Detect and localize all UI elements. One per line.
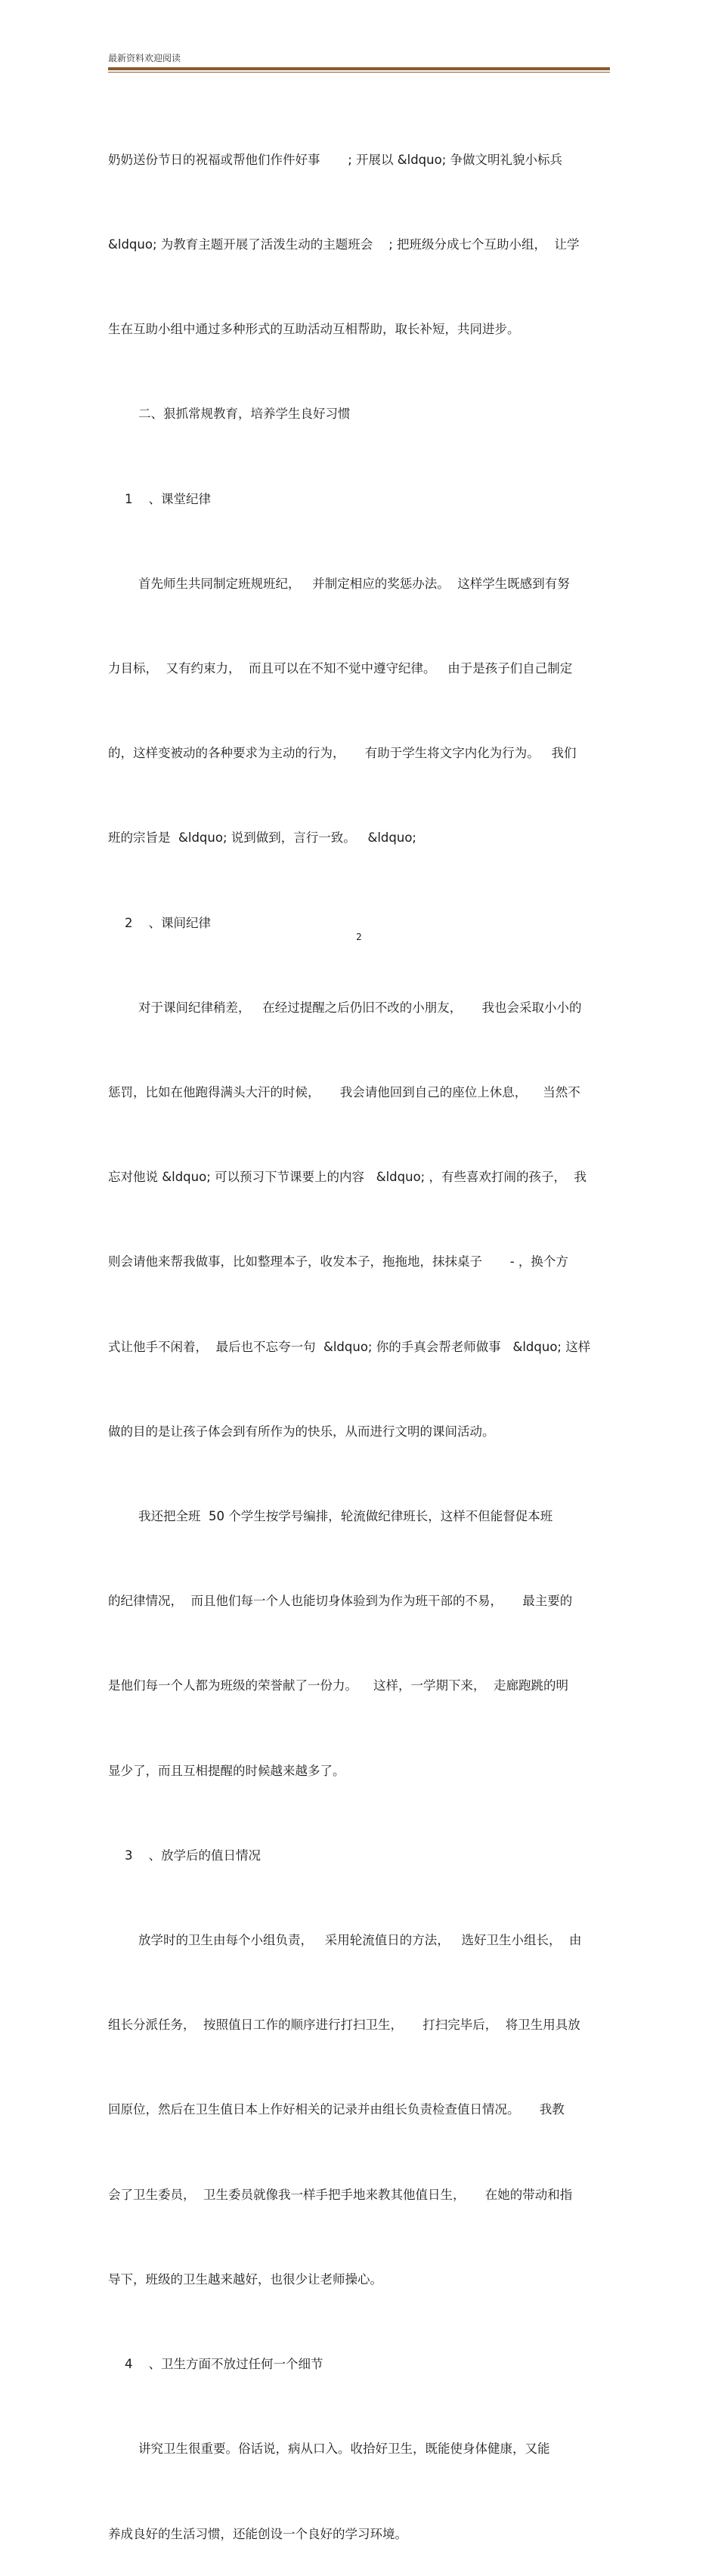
text-line: 的纪律情况， 而且他们每一个人也能切身体验到为作为班干部的不易， 最主要的 — [108, 1594, 573, 1609]
text-line: 忘对他说 &ldquo; 可以预习下节课要上的内容 &ldquo; ，有些喜欢打闹的孩子， 我 — [108, 1170, 586, 1185]
text-line: 回原位，然后在卫生值日本上作好相关的记录并由组长负责检查值日情况。 我教 — [108, 2102, 565, 2117]
text-line: 则会请他来帮我做事，比如整理本子，收发本子，拖拖地，抹抹桌子 - ，换个方 — [108, 1254, 568, 1269]
subsection-heading: 1 、课堂纪律 — [125, 491, 211, 506]
text-line: 讲究卫生很重要。俗话说，病从口入。收拾好卫生，既能使身体健康，又能 — [138, 2441, 550, 2457]
text-line: 惩罚，比如在他跑得满头大汗的时候， 我会请他回到自己的座位上休息， 当然不 — [108, 1085, 580, 1100]
body-text — [108, 89, 610, 2576]
text-line: 我还把全班 50 个学生按学号编排，轮流做纪律班长，这样不但能督促本班 — [138, 1509, 553, 1524]
text-line: 首先师生共同制定班规班纪， 并制定相应的奖惩办法。 这样学生既感到有努 — [138, 576, 570, 591]
section-heading: 二、狠抓常规教育，培养学生良好习惯 — [138, 407, 351, 422]
subsection-heading: 2 、课间纪律 — [125, 915, 211, 930]
header-rule-thin — [108, 72, 610, 73]
text-line: &ldquo; 为教育主题开展了活泼生动的主题班会 ; 把班级分成七个互助小组， 让学 — [108, 237, 580, 252]
text-line: 奶奶送份节日的祝福或帮他们作件好事 ; 开展以 &ldquo; 争做文明礼貌小标兵 — [108, 152, 563, 167]
text-line: 显少了，而且互相提醒的时候越来越多了。 — [108, 1763, 345, 1778]
page-number: 2 — [356, 932, 362, 942]
page-header-title: 最新资料欢迎阅读 — [108, 53, 181, 63]
text-line: 对于课间纪律稍差， 在经过提醒之后仍旧不改的小朋友， 我也会采取小小的 — [138, 1000, 582, 1015]
text-line: 放学时的卫生由每个小组负责， 采用轮流值日的方法， 选好卫生小组长， 由 — [138, 1933, 582, 1948]
subsection-heading: 4 、卫生方面不放过任何一个细节 — [125, 2357, 323, 2372]
text-line: 会了卫生委员， 卫生委员就像我一样手把手地来教其他值日生， 在她的带动和指 — [108, 2187, 573, 2202]
subsection-heading: 3 、放学后的值日情况 — [125, 1848, 261, 1863]
text-line: 组长分派任务， 按照值日工作的顺序进行打扫卫生， 打扫完毕后， 将卫生用具放 — [108, 2018, 580, 2033]
header-rule-thick — [108, 67, 610, 70]
text-line: 班的宗旨是 &ldquo; 说到做到，言行一致。 &ldquo; — [108, 830, 416, 846]
text-line: 做的目的是让孩子体会到有所作为的快乐，从而进行文明的课间活动。 — [108, 1424, 495, 1439]
text-line: 生在互助小组中通过多种形式的互助活动互相帮助，取长补短，共同进步。 — [108, 322, 520, 337]
text-line: 导下，班级的卫生越来越好，也很少让老师操心。 — [108, 2271, 382, 2287]
text-line: 式让他手不闲着， 最后也不忘夸一句 &ldquo; 你的手真会帮老师做事 &ldquo; 这样 — [108, 1339, 591, 1354]
text-line: 力目标， 又有约束力， 而且可以在不知不觉中遵守纪律。 由于是孩子们自己制定 — [108, 661, 573, 676]
text-line: 是他们每一个人都为班级的荣誉献了一份力。 这样，一学期下来， 走廊跑跳的明 — [108, 1678, 568, 1693]
text-line: 养成良好的生活习惯，还能创设一个良好的学习环境。 — [108, 2526, 407, 2541]
text-line: 的，这样变被动的各种要求为主动的行为， 有助于学生将文字内化为行为。 我们 — [108, 746, 577, 761]
